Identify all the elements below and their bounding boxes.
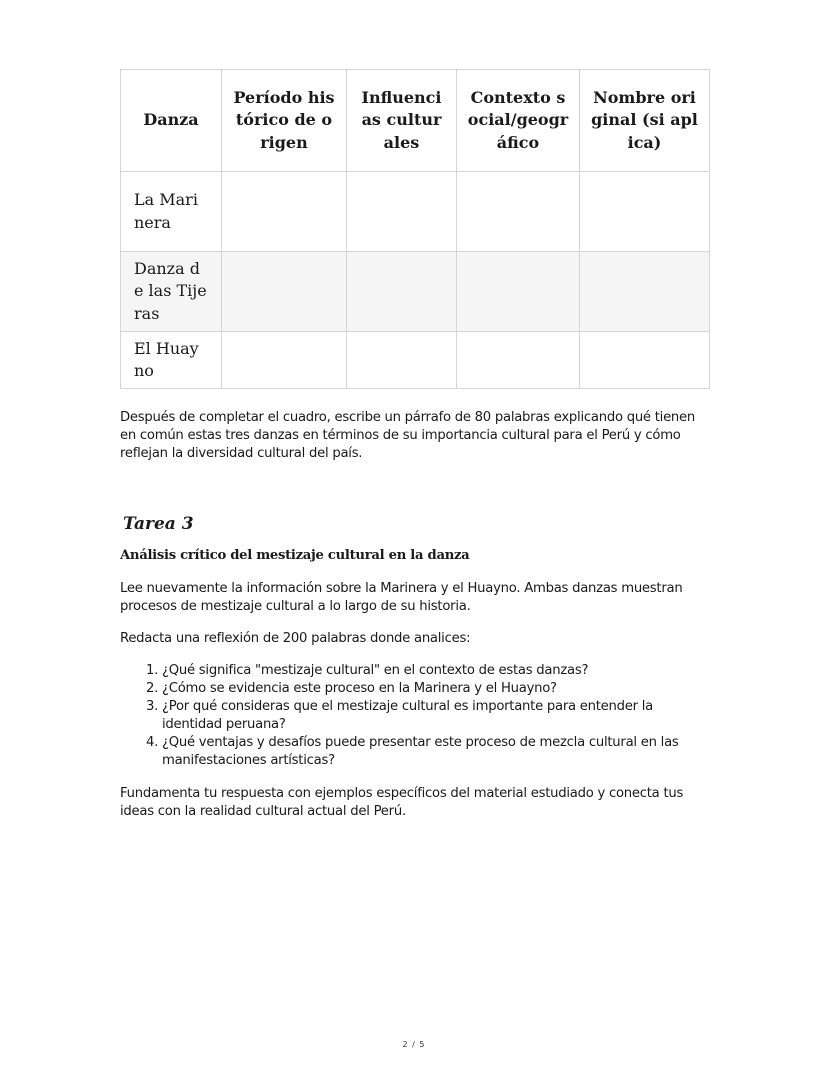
list-item: 4. ¿Qué ventajas y desafíos puede presentar este proceso de mezcla cultural en las manifestaciones artísticas? bbox=[162, 734, 708, 770]
question-list bbox=[120, 662, 708, 770]
table-row bbox=[121, 252, 710, 332]
task-title: Tarea 3 bbox=[123, 514, 194, 534]
empty-cell bbox=[222, 332, 347, 389]
empty-cell bbox=[457, 252, 580, 332]
task-closing: Fundamenta tu respuesta con ejemplos específicos del material estudiado y conecta tus ideas con la realidad cultural actual del Perú. bbox=[120, 786, 684, 819]
dance-comparison-table bbox=[120, 69, 710, 389]
empty-cell bbox=[347, 332, 457, 389]
table-row bbox=[121, 172, 710, 252]
header-danza: Danza bbox=[121, 70, 222, 172]
empty-cell bbox=[580, 252, 710, 332]
task-intro: Lee nuevamente la información sobre la Marinera y el Huayno. Ambas danzas muestran procesos de mestizaje cultural a lo largo de su historia. bbox=[120, 581, 683, 614]
empty-cell bbox=[222, 172, 347, 252]
header-influencias: Influencias culturales bbox=[347, 70, 457, 172]
task-subtitle: Análisis crítico del mestizaje cultural en la danza bbox=[120, 548, 470, 563]
table-row bbox=[121, 332, 710, 389]
list-item: 1. ¿Qué significa "mestizaje cultural" en el contexto de estas danzas? bbox=[162, 662, 708, 680]
empty-cell bbox=[347, 172, 457, 252]
empty-cell bbox=[347, 252, 457, 332]
row-label-tijeras: Danza de las Tijeras bbox=[121, 252, 222, 332]
task-prompt: Redacta una reflexión de 200 palabras donde analices: bbox=[120, 631, 471, 646]
empty-cell bbox=[222, 252, 347, 332]
page-number: 2 / 5 bbox=[402, 1040, 426, 1049]
list-item: 3. ¿Por qué consideras que el mestizaje cultural es importante para entender la identidad peruana? bbox=[162, 698, 708, 734]
row-label-marinera: La Marinera bbox=[121, 172, 222, 252]
header-periodo: Período histórico de origen bbox=[222, 70, 347, 172]
list-item: 2. ¿Cómo se evidencia este proceso en la Marinera y el Huayno? bbox=[162, 680, 708, 698]
header-nombre-original: Nombre original (si aplica) bbox=[580, 70, 710, 172]
row-label-huayno: El Huayno bbox=[121, 332, 222, 389]
empty-cell bbox=[580, 172, 710, 252]
instruction-paragraph: Después de completar el cuadro, escribe un párrafo de 80 palabras explicando qué tienen en común estas tres danzas en términos de su importancia cultural para el Perú y cómo reflejan la diversidad cultural del país. bbox=[120, 410, 696, 461]
empty-cell bbox=[457, 332, 580, 389]
empty-cell bbox=[580, 332, 710, 389]
empty-cell bbox=[457, 172, 580, 252]
header-contexto: Contexto social/geográfico bbox=[457, 70, 580, 172]
table-header-row bbox=[121, 70, 710, 172]
